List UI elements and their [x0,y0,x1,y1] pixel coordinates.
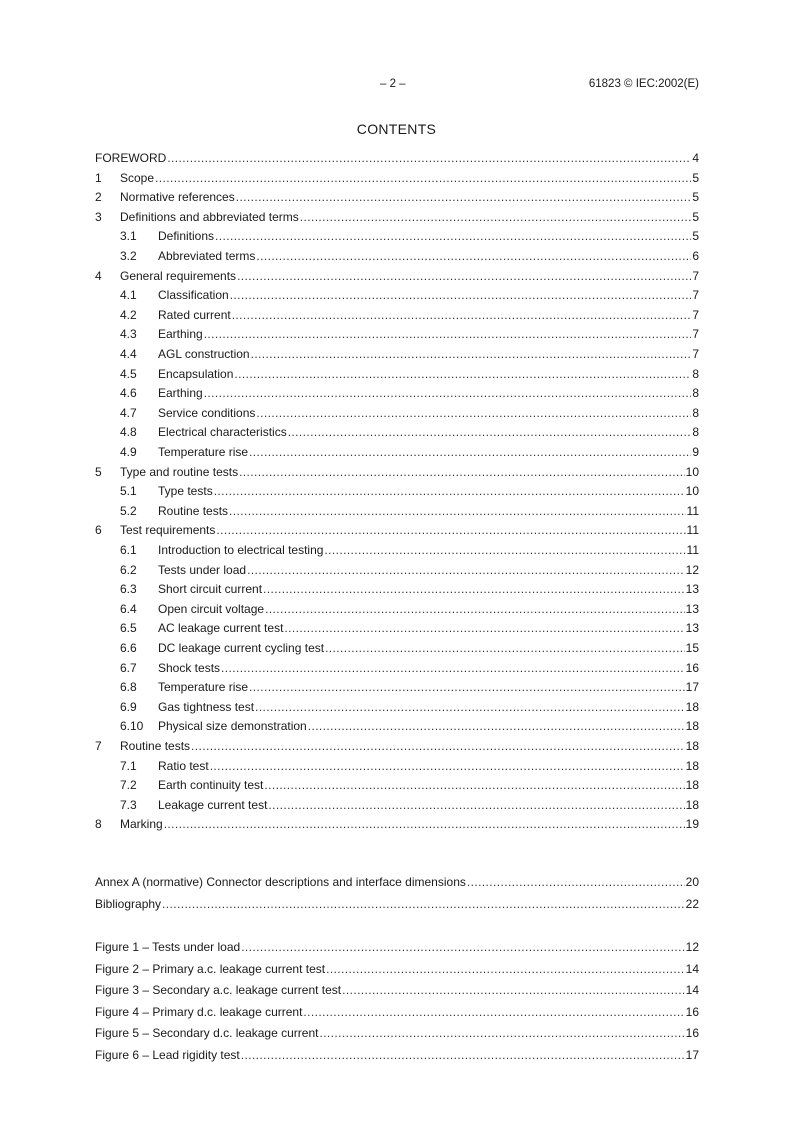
toc-entry-figure[interactable]: Figure 2 – Primary a.c. leakage current test ..... 14 [95,961,699,977]
toc-subentry[interactable]: 6.5 AC leakage current test ..... 13 [120,620,699,636]
toc-subentry[interactable]: 6.6 DC leakage current cycling test ..... 15 [120,640,699,656]
toc-entry[interactable]: 8 Marking ..... 19 [95,816,699,832]
toc-subentry[interactable]: 5.1 Type tests ..... 10 [120,483,699,499]
toc-subentry[interactable]: 6.4 Open circuit voltage ..... 13 [120,601,699,617]
page-number: – 2 – [380,78,406,90]
toc-subentry[interactable]: 4.1 Classification ..... 7 [120,287,699,303]
toc-subentry[interactable]: 6.8 Temperature rise ..... 17 [120,679,699,695]
toc-entry[interactable]: 2 Normative references ..... 5 [95,189,699,205]
toc-subentry[interactable]: 4.7 Service conditions ..... 8 [120,405,699,421]
toc-entry-bibliography[interactable]: Bibliography ..... 22 [95,896,699,912]
toc-entry-figure[interactable]: Figure 1 – Tests under load ..... 12 [95,939,699,955]
toc-entry-annex-a[interactable]: Annex A (normative) Connector descriptions and interface dimensions ..... 20 [95,874,699,890]
toc-subentry[interactable]: 7.2 Earth continuity test ..... 18 [120,777,699,793]
toc-subentry[interactable]: 4.6 Earthing ..... 8 [120,385,699,401]
toc-subentry[interactable]: 3.2 Abbreviated terms ..... 6 [120,248,699,264]
toc-subentry[interactable]: 6.7 Shock tests ..... 16 [120,660,699,676]
toc-entry-figure[interactable]: Figure 6 – Lead rigidity test ..... 17 [95,1047,699,1063]
document-identifier: 61823 © IEC:2002(E) [588,78,699,90]
toc-entry-figure[interactable]: Figure 3 – Secondary a.c. leakage current test ..... 14 [95,982,699,998]
toc-entry[interactable]: 5 Type and routine tests ..... 10 [95,464,699,480]
toc-subentry[interactable]: 4.3 Earthing ..... 7 [120,326,699,342]
toc-subentry[interactable]: 7.3 Leakage current test ..... 18 [120,797,699,813]
toc-subentry[interactable]: 6.9 Gas tightness test ..... 18 [120,699,699,715]
toc-entry[interactable]: 7 Routine tests ..... 18 [95,738,699,754]
toc-entry-figure[interactable]: Figure 4 – Primary d.c. leakage current ..... 16 [95,1004,699,1020]
toc-subentry[interactable]: 6.2 Tests under load ..... 12 [120,562,699,578]
toc-subentry[interactable]: 7.1 Ratio test ..... 18 [120,758,699,774]
toc-entry-foreword[interactable]: FOREWORD ..... 4 [95,150,699,166]
page-title: CONTENTS [356,121,437,137]
toc-subentry[interactable]: 4.4 AGL construction ..... 7 [120,346,699,362]
toc-entry-figure[interactable]: Figure 5 – Secondary d.c. leakage current ..... 16 [95,1025,699,1041]
page-header [0,78,793,94]
toc-subentry[interactable]: 6.3 Short circuit current ..... 13 [120,581,699,597]
toc-entry[interactable]: 3 Definitions and abbreviated terms ..... 5 [95,209,699,225]
toc-subentry[interactable]: 4.8 Electrical characteristics ..... 8 [120,424,699,440]
toc-subentry[interactable]: 6.1 Introduction to electrical testing ..... 11 [120,542,699,558]
toc-subentry[interactable]: 3.1 Definitions ..... 5 [120,228,699,244]
toc-subentry[interactable]: 5.2 Routine tests ..... 11 [120,503,699,519]
toc-subentry[interactable]: 4.5 Encapsulation ..... 8 [120,366,699,382]
toc-entry[interactable]: 6 Test requirements ..... 11 [95,522,699,538]
toc-subentry[interactable]: 4.2 Rated current ..... 7 [120,307,699,323]
toc-entry[interactable]: 1 Scope ..... 5 [95,170,699,186]
toc-subentry[interactable]: 6.10 Physical size demonstration ..... 18 [120,718,699,734]
toc-subentry[interactable]: 4.9 Temperature rise ..... 9 [120,444,699,460]
toc-entry[interactable]: 4 General requirements ..... 7 [95,268,699,284]
